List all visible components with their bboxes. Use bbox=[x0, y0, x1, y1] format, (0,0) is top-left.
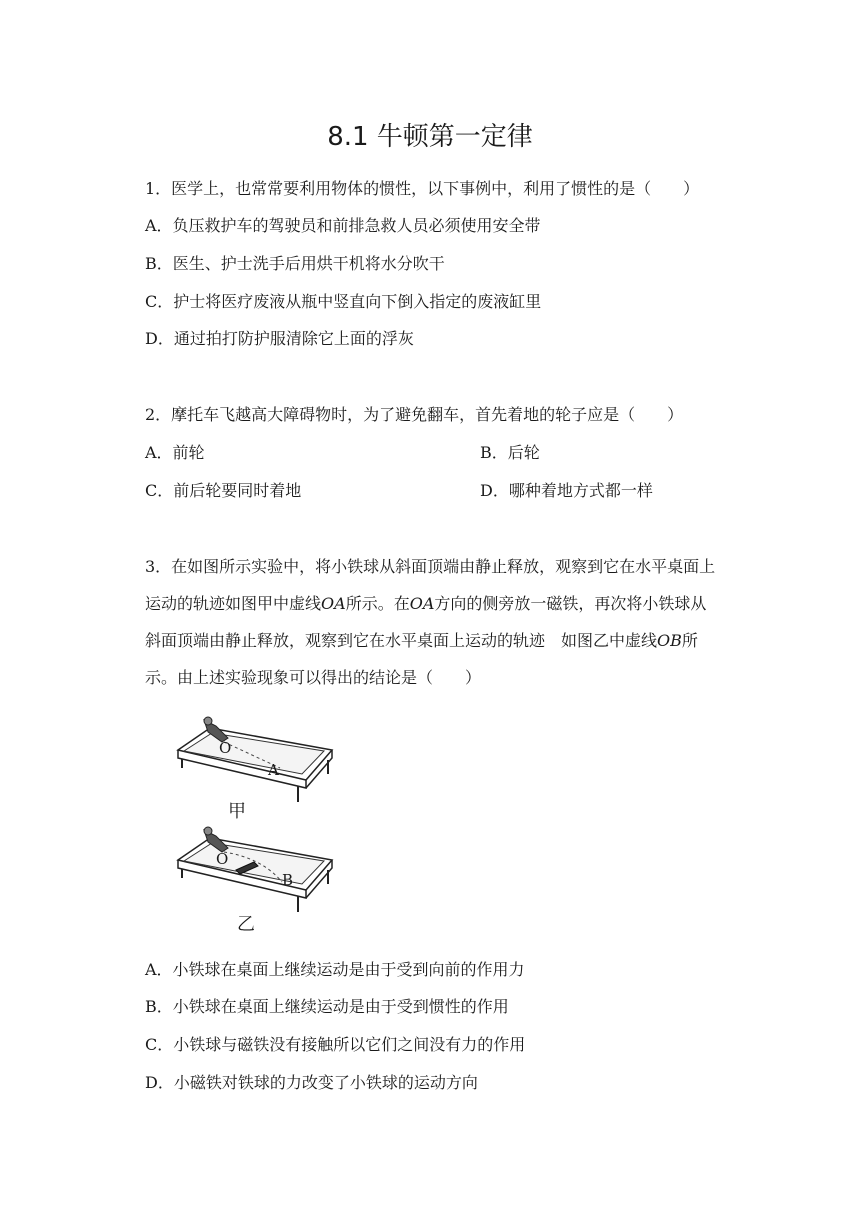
figure-a-label: 甲 bbox=[228, 801, 246, 822]
q3-option-a: A．小铁球在桌面上继续运动是由于受到向前的作用力 bbox=[145, 960, 525, 979]
q2-option-a: A．前轮 bbox=[145, 443, 205, 462]
q3-stem: 3．在如图所示实验中，将小铁球从斜面顶端由静止释放，观察到它在水平桌面上运动的轨迹如图甲中虚线OA所示。在OA方向的侧旁放一磁铁，再次将小铁球从斜面顶端由静止释放，观察到它在水平桌面上运动的轨迹 如图乙中虚线OB所示。由上述实验现象可以得出的结论是（ ） bbox=[145, 557, 716, 687]
figure-a-point-o: O bbox=[219, 739, 232, 757]
figure-a-point-a: A bbox=[268, 761, 279, 779]
q2-option-c: C．前后轮要同时着地 bbox=[145, 481, 302, 500]
q1-stem: 1．医学上，也常常要利用物体的惯性，以下事例中，利用了惯性的是（ ） bbox=[145, 179, 700, 198]
q2-option-b: B．后轮 bbox=[480, 443, 540, 462]
q1-option-a: A．负压救护车的驾驶员和前排急救人员必须使用安全带 bbox=[145, 216, 541, 235]
q2-option-d: D．哪种着地方式都一样 bbox=[480, 481, 653, 500]
q1-option-c: C．护士将医疗废液从瓶中竖直向下倒入指定的废液缸里 bbox=[145, 292, 542, 311]
q2-stem: 2．摩托车飞越高大障碍物时，为了避免翻车，首先着地的轮子应是（ ） bbox=[145, 405, 684, 424]
page-title: 8.1 牛顿第一定律 bbox=[327, 122, 533, 152]
q3-option-b: B．小铁球在桌面上继续运动是由于受到惯性的作用 bbox=[145, 997, 509, 1016]
q1-option-b: B．医生、护士洗手后用烘干机将水分吹干 bbox=[145, 254, 445, 273]
figure-b-point-b: B bbox=[282, 871, 294, 889]
figure-b-point-o: O bbox=[216, 850, 229, 868]
q3-option-d: D．小磁铁对铁球的力改变了小铁球的运动方向 bbox=[145, 1073, 478, 1092]
q3-option-c: C．小铁球与磁铁没有接触所以它们之间没有力的作用 bbox=[145, 1035, 526, 1054]
figure-b-table-diagram bbox=[170, 822, 340, 914]
figure-a-table-diagram bbox=[170, 712, 340, 804]
figure-b-label: 乙 bbox=[237, 914, 255, 935]
q1-option-d: D．通过拍打防护服清除它上面的浮灰 bbox=[145, 329, 414, 348]
